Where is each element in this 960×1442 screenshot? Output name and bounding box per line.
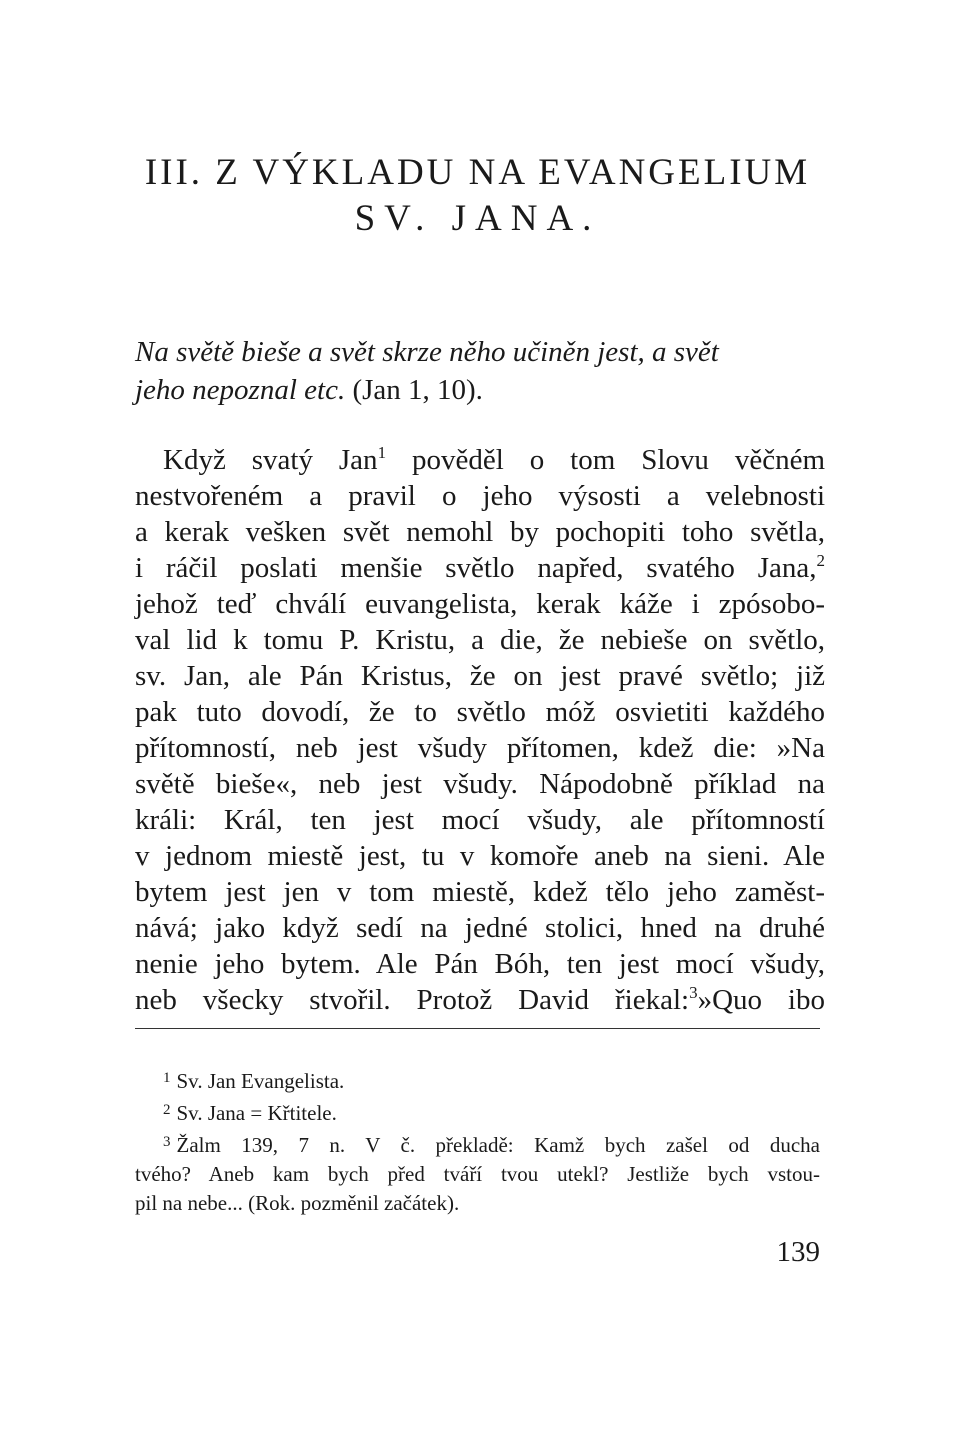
body-text-segment: i ráčil poslati menšie světlo napřed, svatého Jana, xyxy=(135,552,817,584)
footnote-ref-3: 3 xyxy=(689,983,698,1002)
footnote-number: 1 xyxy=(163,1070,171,1086)
footnote-1 xyxy=(135,1064,820,1096)
epigraph xyxy=(135,333,825,409)
chapter-heading-line2: SV. JANA. xyxy=(354,198,601,239)
epigraph-quote-line2: jeho nepoznal etc. xyxy=(135,374,346,406)
footnote-3-line2: tvého? Aneb kam bych před tváří tvou utekl? Jestliže bych vstou- xyxy=(135,1162,820,1186)
body-line: světě bieše«, neb jest všudy. Nápodobně příklad na xyxy=(135,768,825,800)
body-line: jehož teď chválí euvangelista, kerak káže i zpósobo- xyxy=(135,588,825,620)
footnote-ref-1: 1 xyxy=(377,443,387,462)
body-line: sv. Jan, ale Pán Kristus, že on jest pravé světlo; již xyxy=(135,660,825,692)
body-line xyxy=(135,442,825,478)
footnote-divider xyxy=(135,1028,820,1029)
footnote-ref-2: 2 xyxy=(816,551,825,570)
epigraph-reference: (Jan 1, 10). xyxy=(345,374,483,406)
footnote-3 xyxy=(135,1128,820,1218)
body-line: nestvořeném a pravil o jeho výsosti a velebnosti xyxy=(135,480,825,512)
body-line: a kerak vešken svět nemohl by pochopiti toho světla, xyxy=(135,516,825,548)
footnote-text: Sv. Jan Evangelista. xyxy=(176,1069,345,1093)
body-line: přítomností, neb jest všudy přítomen, kdež die: »Na xyxy=(135,732,825,764)
footnote-text: Sv. Jana = Křtitele. xyxy=(176,1101,337,1125)
body-line: nenie jeho bytem. Ale Pán Bóh, ten jest mocí všudy, xyxy=(135,948,825,980)
body-text-segment: pověděl o tom Slovu věčném xyxy=(386,444,825,476)
footnote-number: 2 xyxy=(163,1102,171,1118)
body-line: bytem jest jen v tom miestě, kdež tělo jeho zaměst- xyxy=(135,876,825,908)
body-paragraph xyxy=(135,442,825,1018)
body-line: nává; jako když sedí na jedné stolici, hned na druhé xyxy=(135,912,825,944)
body-text-segment: »Quo ibo xyxy=(697,984,825,1016)
body-line: pak tuto dovodí, že to světlo móž osvietiti každého xyxy=(135,696,825,728)
epigraph-quote-line1: Na světě bieše a svět skrze něho učiněn jest, a svět xyxy=(135,336,719,368)
footnote-3-line3: pil na nebe... (Rok. pozměnil začátek). xyxy=(135,1191,460,1215)
page-number: 139 xyxy=(776,1236,820,1268)
footnotes xyxy=(135,1064,820,1218)
body-line: králi: Král, ten jest mocí všudy, ale přítomností xyxy=(135,804,825,836)
chapter-heading xyxy=(135,150,820,242)
footnote-3-line1 xyxy=(135,1128,820,1160)
footnote-number: 3 xyxy=(163,1134,171,1150)
body-line: val lid k tomu P. Kristu, a die, že nebieše on světlo, xyxy=(135,624,825,656)
body-text-segment: Když svatý Jan xyxy=(163,444,378,476)
body-line xyxy=(135,982,825,1018)
body-line: v jednom miestě jest, tu v komoře aneb na sieni. Ale xyxy=(135,840,825,872)
body-line xyxy=(135,550,825,586)
chapter-heading-line1: III. Z VÝKLADU NA EVANGELIUM xyxy=(144,152,811,193)
footnote-text: Žalm 139, 7 n. V č. překladě: Kamž bych zašel od ducha xyxy=(176,1133,820,1157)
body-text-segment: neb všecky stvořil. Protož David řiekal: xyxy=(135,984,690,1016)
footnote-2 xyxy=(135,1096,820,1128)
